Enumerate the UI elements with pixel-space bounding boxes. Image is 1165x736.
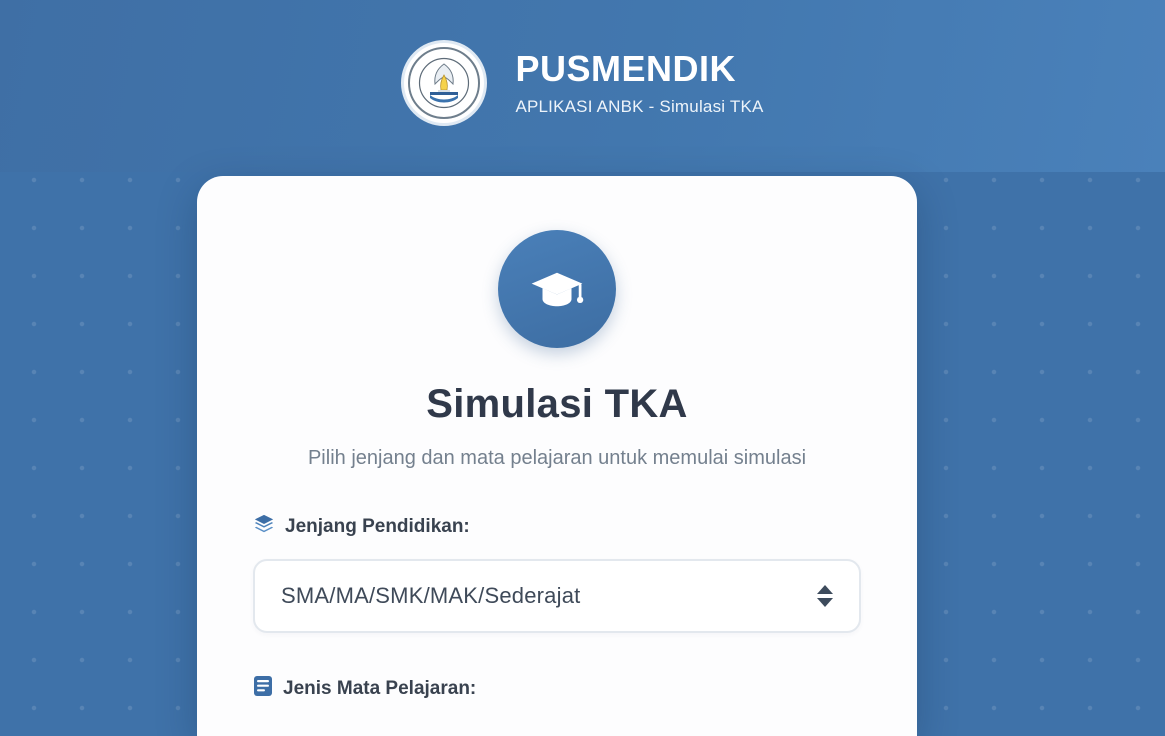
app-subtitle: APLIKASI ANBK - Simulasi TKA [515,97,764,117]
graduation-cap-icon [498,230,616,348]
jenjang-selected-value: SMA/MA/SMK/MAK/Sederajat [281,583,581,608]
header-text-block [515,49,763,118]
header-content [401,40,763,126]
mapel-label: Jenis Mata Pelajaran: [283,678,477,699]
tut-wuri-handayani-logo-icon [401,40,487,126]
book-icon [253,675,273,703]
page-subtitle: Pilih jenjang dan mata pelajaran untuk memulai simulasi [307,447,807,469]
app-title: PUSMENDIK [515,47,736,89]
jenjang-select-wrapper [253,559,861,633]
layers-icon [253,513,275,541]
jenjang-select[interactable] [253,559,861,633]
jenjang-label: Jenjang Pendidikan: [285,516,470,537]
jenjang-label-row [253,513,861,541]
mapel-label-row [253,675,861,703]
simulation-card [197,176,917,736]
app-header [0,0,1165,172]
page-title: Simulasi TKA [426,382,688,426]
